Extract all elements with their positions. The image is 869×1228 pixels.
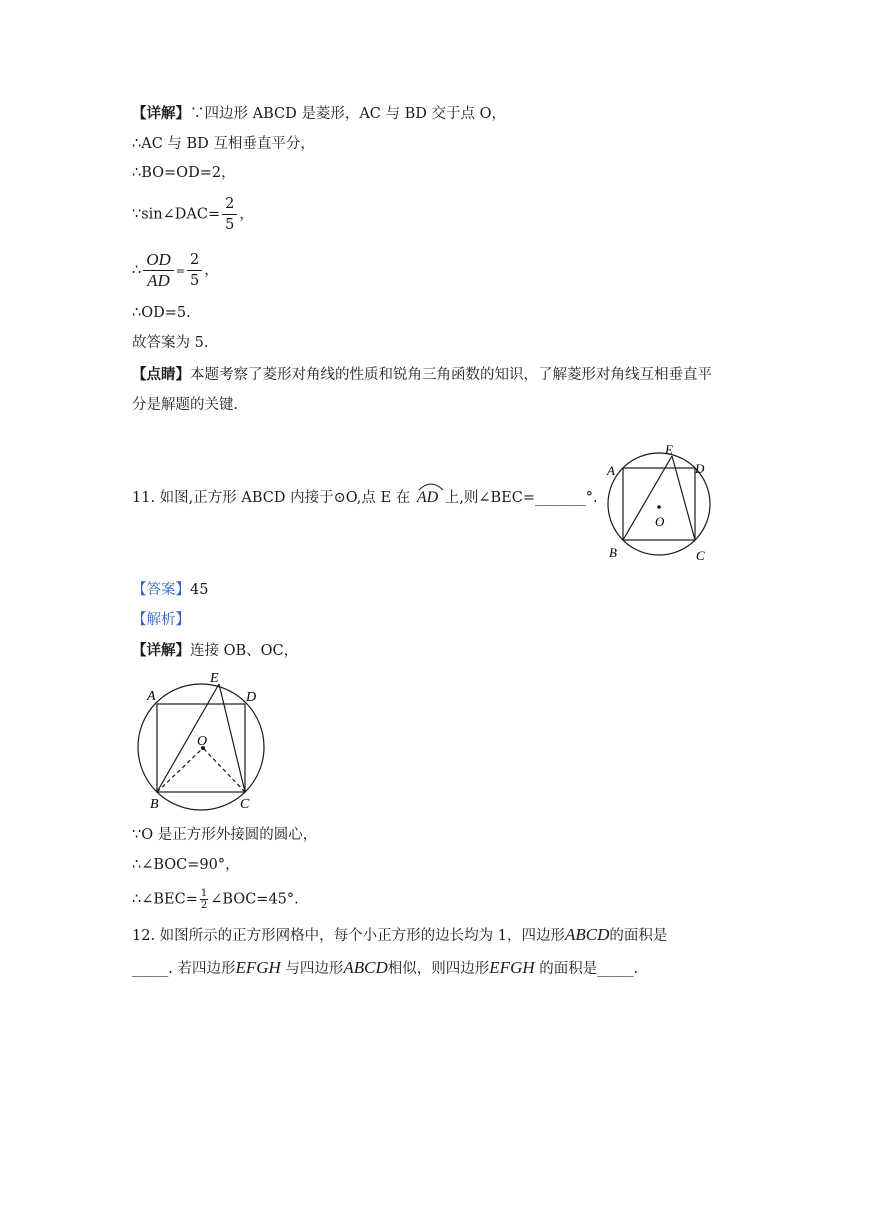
p10-comment-cont: 分是解题的关键. — [132, 397, 239, 413]
detail-tag: 【详解】 — [132, 105, 190, 122]
p11-step2: ∴∠BOC=90°， — [132, 857, 240, 873]
svg-text:D: D — [246, 690, 257, 705]
figure-circle-square-2 — [132, 668, 282, 813]
p10-line2: ∴AC 与 BD 互相垂直平分， — [132, 136, 315, 152]
p11-step3: ∴∠BEC= $\frac{1}{2}$ ∠BOC=45°. — [132, 888, 299, 911]
p11-question: 11. 如图,正方形 ABCD 内接于⊙O,点 E 在 AD 上,则∠BEC=_______°. — [132, 488, 598, 508]
fraction-half: $\frac{1}{2}$ — [200, 888, 208, 911]
svg-text:A: A — [607, 463, 615, 478]
p10-comment: 【点睛】本题考察了菱形对角线的性质和锐角三角函数的知识，了解菱形对角线互相垂直平 — [132, 366, 712, 383]
fraction-od-ad: $\frac{OD}{AD}$ — [143, 250, 174, 291]
p10-line7: 故答案为 5. — [132, 335, 209, 351]
svg-text:C: C — [240, 797, 250, 812]
p11-step1: ∵O 是正方形外接圆的圆心， — [132, 827, 318, 843]
p10-line4: ∵sin∠DAC= $\frac{2}{5}$ ， — [132, 196, 254, 233]
svg-text:E: E — [210, 671, 219, 686]
arc-mark-icon — [417, 480, 445, 492]
p11-analysis-tag: 【解析】 — [132, 612, 190, 628]
p10-line5: ∴ $\frac{OD}{AD}$ = $\frac{2}{5}$ ， — [132, 250, 219, 290]
arc-ad: AD — [417, 488, 438, 508]
svg-text:E: E — [665, 442, 673, 457]
fraction: $\frac{2}{5}$ — [187, 250, 202, 291]
svg-text:B: B — [609, 545, 617, 560]
svg-text:C: C — [696, 548, 705, 563]
p12-line2: _____. 若四边形EFGH 与四边形ABCD相似，则四边形EFGH 的面积是_____. — [132, 958, 639, 977]
svg-text:B: B — [150, 797, 159, 812]
fraction: $\frac{2}{5}$ — [222, 194, 237, 235]
p10-line3: ∴BO=OD=2， — [132, 165, 236, 181]
svg-text:D: D — [695, 461, 705, 476]
svg-text:O: O — [655, 514, 665, 529]
p12-line1: 12. 如图所示的正方形网格中，每个小正方形的边长均为 1，四边形ABCD的面积是 — [132, 925, 668, 944]
figure-circle-square-1 — [600, 438, 720, 563]
svg-text:A: A — [147, 689, 156, 704]
svg-text:O: O — [197, 734, 208, 749]
p10-line6: ∴OD=5. — [132, 305, 191, 321]
p11-detail: 【详解】连接 OB、OC， — [132, 642, 299, 659]
p10-line1: 【详解】∵四边形 ABCD 是菱形，AC 与 BD 交于点 O， — [132, 105, 507, 122]
p11-answer: 【答案】45 — [132, 582, 209, 598]
